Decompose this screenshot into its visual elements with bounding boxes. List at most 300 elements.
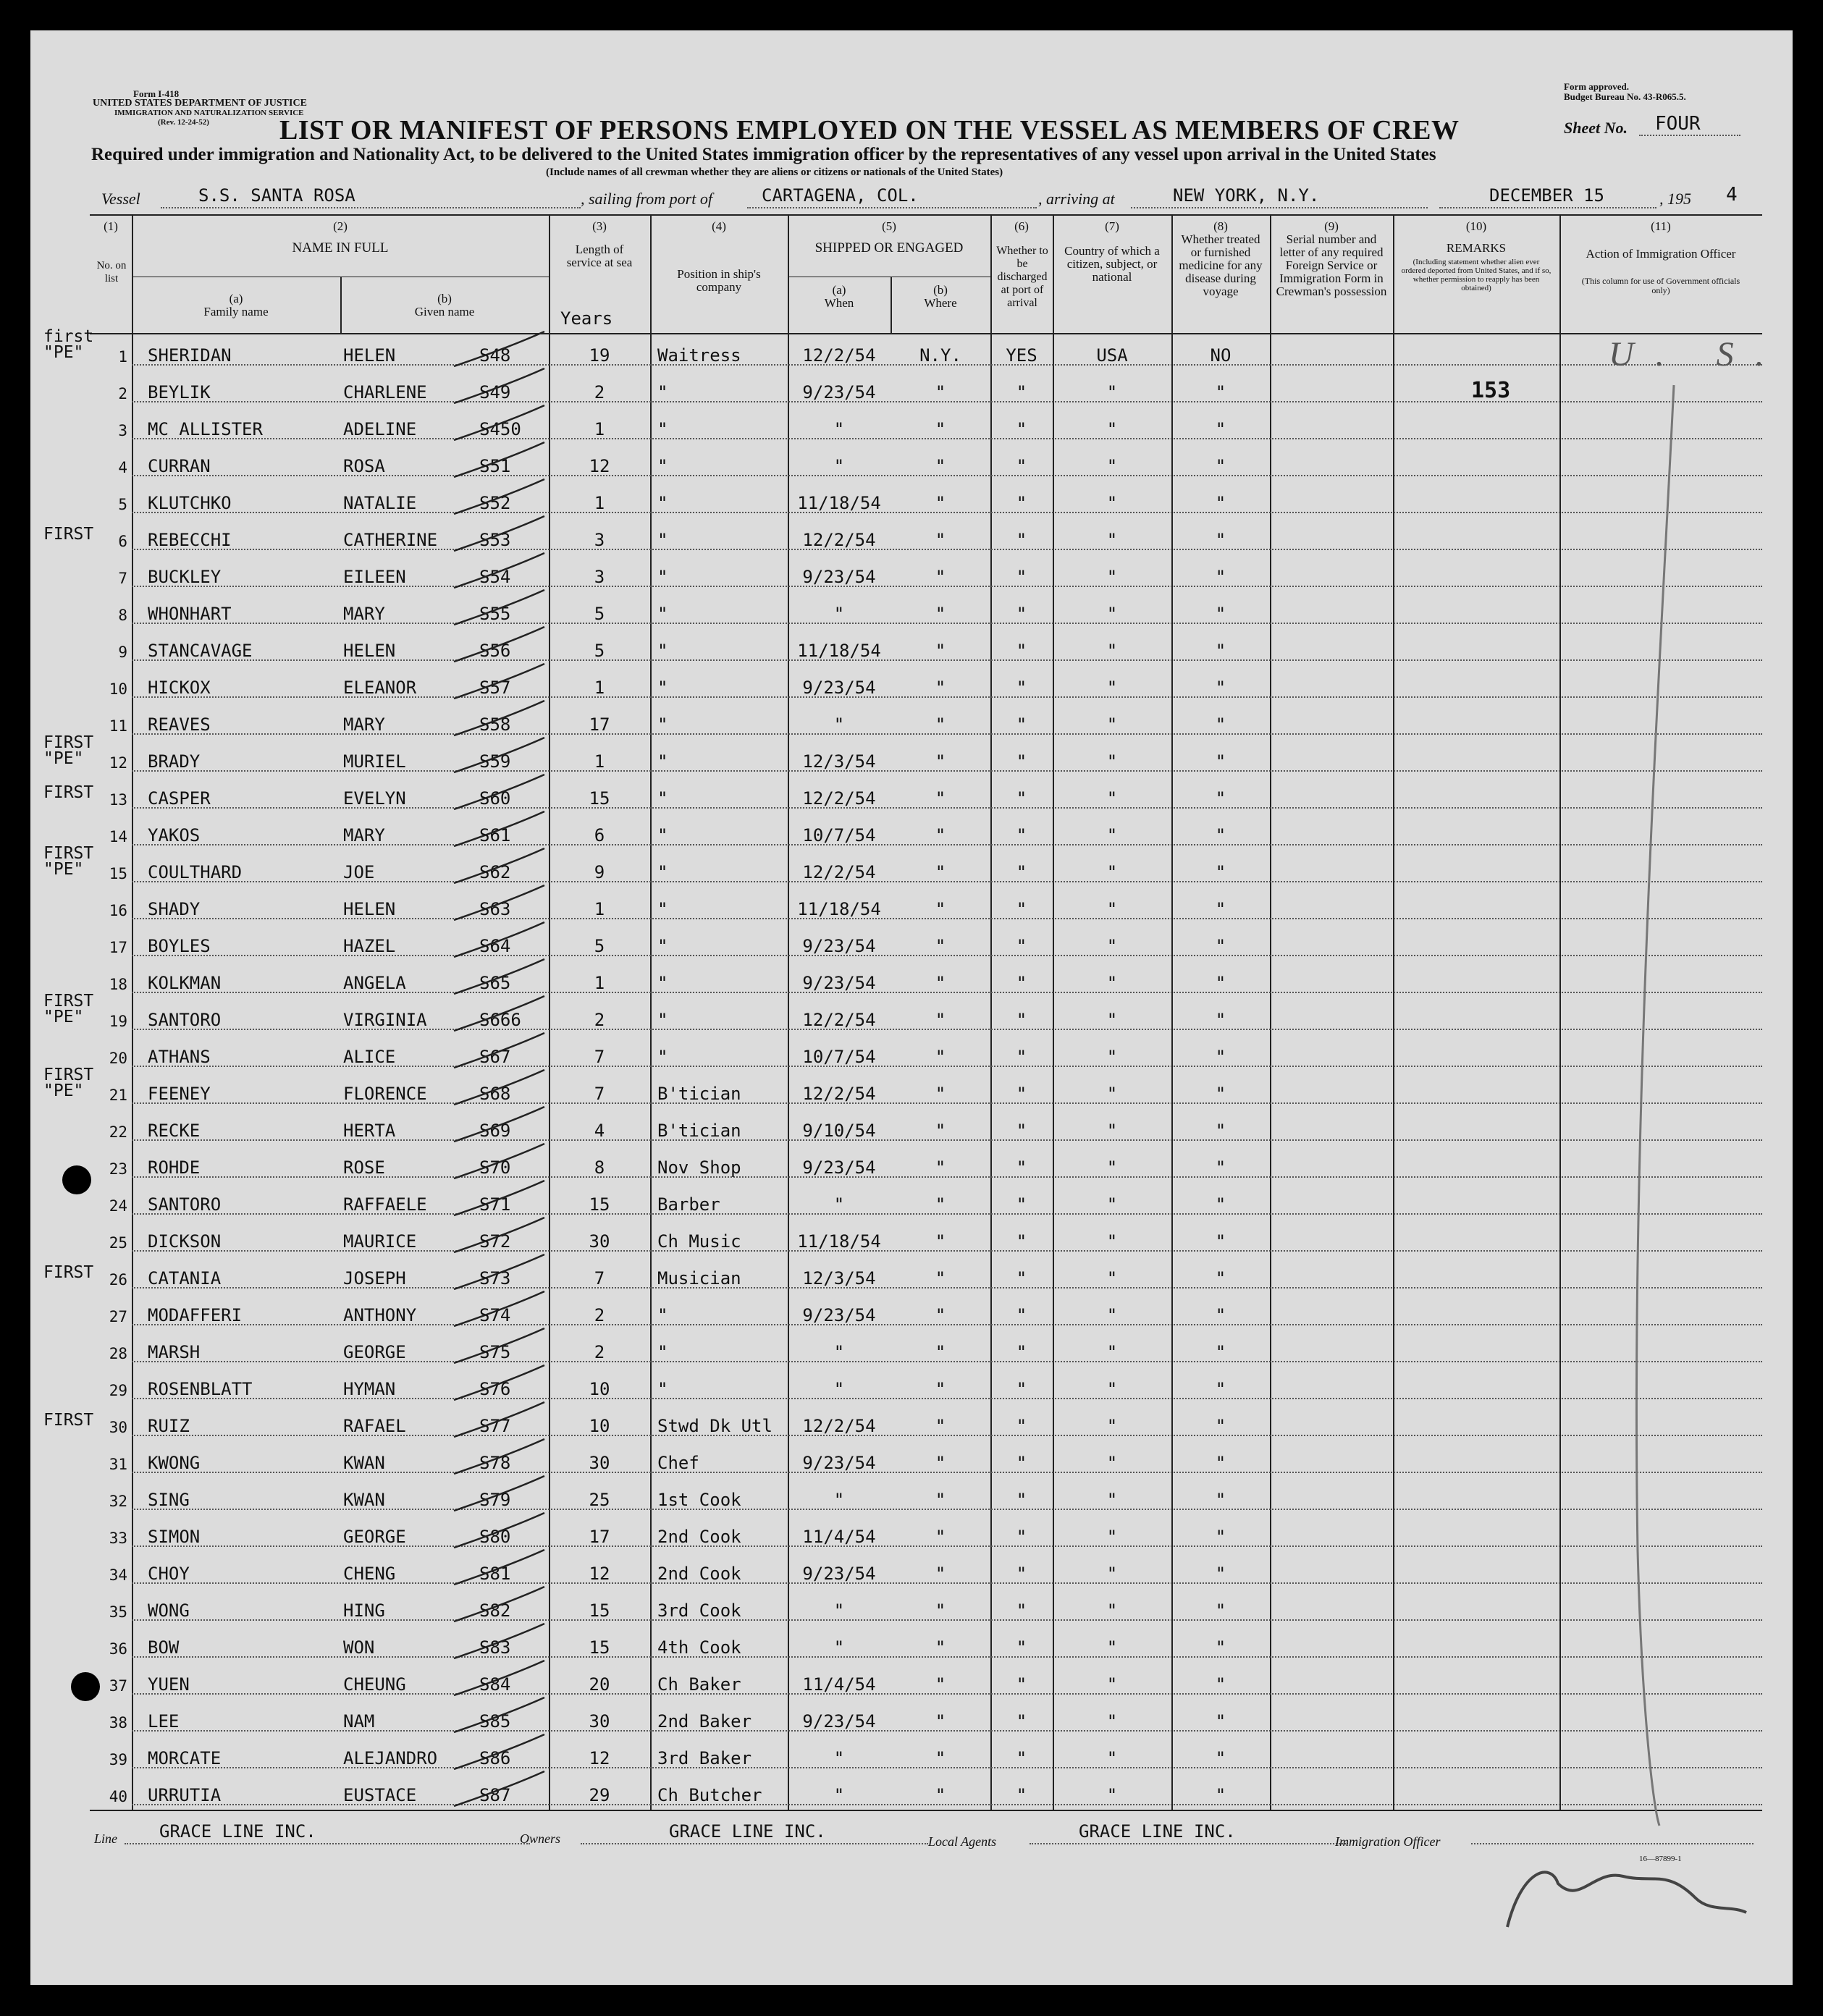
cell-given: RAFAEL bbox=[343, 1416, 406, 1436]
cell-position: " bbox=[657, 419, 668, 439]
row-number: 6 bbox=[118, 533, 127, 550]
cell-family: MARSH bbox=[148, 1342, 201, 1362]
cell-country: " bbox=[1106, 419, 1118, 439]
cell-code: S48 bbox=[479, 345, 511, 366]
cell-family: SIMON bbox=[148, 1527, 201, 1547]
row-margin-note: FIRST bbox=[43, 1411, 94, 1430]
cell-family: WONG bbox=[148, 1600, 190, 1621]
stamp-number: 153 bbox=[1471, 378, 1511, 403]
cell-where: " bbox=[935, 641, 946, 661]
cell-disch: " bbox=[1016, 530, 1027, 550]
cell-position: Chef bbox=[657, 1453, 699, 1473]
sheet-label: Sheet No. bbox=[1564, 119, 1628, 137]
cell-disch: " bbox=[1016, 1047, 1027, 1067]
cell-given: ELEANOR bbox=[343, 678, 417, 698]
cell-position: " bbox=[657, 1305, 668, 1325]
cell-code: S87 bbox=[479, 1785, 511, 1805]
cell-years: 2 bbox=[594, 1010, 605, 1030]
arriving-port: NEW YORK, N.Y. bbox=[1173, 185, 1320, 206]
cell-code: S67 bbox=[479, 1047, 511, 1067]
cell-country: " bbox=[1106, 714, 1118, 735]
cell-years: 30 bbox=[589, 1711, 610, 1732]
cell-when: 9/23/54 bbox=[802, 936, 876, 956]
cell-position: " bbox=[657, 973, 668, 993]
cell-position: 1st Cook bbox=[657, 1490, 741, 1510]
cell-family: KOLKMAN bbox=[148, 973, 222, 993]
cell-med: " bbox=[1215, 604, 1226, 624]
col4-number: (4) bbox=[712, 219, 726, 233]
cell-when: " bbox=[833, 1785, 845, 1805]
row-number: 14 bbox=[109, 828, 127, 845]
cell-code: S666 bbox=[479, 1010, 521, 1030]
col5-header: SHIPPED OR ENGAGED bbox=[814, 240, 964, 256]
cell-code: S53 bbox=[479, 530, 511, 550]
cell-code: S81 bbox=[479, 1564, 511, 1584]
cell-position: " bbox=[657, 456, 668, 476]
cell-when: " bbox=[833, 1490, 845, 1510]
cell-disch: " bbox=[1016, 1785, 1027, 1805]
cell-code: S77 bbox=[479, 1416, 511, 1436]
cell-given: HELEN bbox=[343, 345, 396, 366]
cell-family: BEYLIK bbox=[148, 382, 211, 402]
cell-years: 1 bbox=[594, 678, 605, 698]
row-margin-note: first "PE" bbox=[43, 327, 94, 362]
cell-when: 12/3/54 bbox=[802, 1268, 876, 1289]
cell-years: 5 bbox=[594, 604, 605, 624]
cell-disch: " bbox=[1016, 825, 1027, 845]
cell-position: 2nd Cook bbox=[657, 1527, 741, 1547]
cell-med: " bbox=[1215, 1047, 1226, 1067]
cell-country: " bbox=[1106, 1194, 1118, 1215]
cell-med: " bbox=[1215, 1637, 1226, 1658]
col2-header: NAME IN FULL bbox=[292, 240, 389, 256]
cell-disch: " bbox=[1016, 714, 1027, 735]
row-number: 33 bbox=[109, 1530, 127, 1547]
cell-years: 12 bbox=[589, 1748, 610, 1768]
cell-where: " bbox=[935, 1674, 946, 1695]
cell-given: HELEN bbox=[343, 899, 396, 919]
cell-where: " bbox=[935, 604, 946, 624]
cell-med: " bbox=[1215, 1379, 1226, 1399]
cell-family: CURRAN bbox=[148, 456, 211, 476]
cell-family: MORCATE bbox=[148, 1748, 222, 1768]
cell-med: " bbox=[1215, 1010, 1226, 1030]
cell-where: " bbox=[935, 1527, 946, 1547]
cell-position: " bbox=[657, 825, 668, 845]
cell-position: " bbox=[657, 604, 668, 624]
cell-when: 11/4/54 bbox=[802, 1674, 876, 1695]
row-number: 35 bbox=[109, 1603, 127, 1621]
cell-when: 12/2/54 bbox=[802, 862, 876, 882]
cell-years: 17 bbox=[589, 1527, 610, 1547]
cell-family: KLUTCHKO bbox=[148, 493, 232, 513]
cell-code: S74 bbox=[479, 1305, 511, 1325]
cell-given: EILEEN bbox=[343, 567, 406, 587]
officer-label: Immigration Officer bbox=[1335, 1834, 1441, 1849]
cell-family: BOYLES bbox=[148, 936, 211, 956]
cell-given: EVELYN bbox=[343, 788, 406, 809]
cell-med: NO bbox=[1210, 345, 1232, 366]
cell-years: 5 bbox=[594, 641, 605, 661]
cell-med: " bbox=[1215, 1194, 1226, 1215]
year-prefix: , 195 bbox=[1659, 190, 1691, 208]
col10-note: (Including statement whether alien ever ordered deported from United States, and if so, whether permission to reapply has been obtained) bbox=[1401, 258, 1552, 292]
arrival-date: DECEMBER 15 bbox=[1489, 185, 1604, 206]
col11-header: Action of Immigration Officer bbox=[1586, 247, 1736, 261]
row-number: 4 bbox=[118, 459, 127, 476]
cell-given: NAM bbox=[343, 1711, 375, 1732]
punch-hole bbox=[62, 1165, 91, 1194]
cell-given: CHENG bbox=[343, 1564, 396, 1584]
cell-when: 9/23/54 bbox=[802, 1711, 876, 1732]
cell-med: " bbox=[1215, 751, 1226, 772]
cell-position: B'tician bbox=[657, 1121, 741, 1141]
form-approved: Form approved. bbox=[1564, 81, 1630, 92]
row-number: 19 bbox=[109, 1013, 127, 1030]
cell-where: " bbox=[935, 1785, 946, 1805]
cell-position: " bbox=[657, 567, 668, 587]
manifest-sheet bbox=[30, 30, 1793, 1985]
row-number: 11 bbox=[109, 717, 127, 735]
cell-disch: " bbox=[1016, 1711, 1027, 1732]
cell-when: 9/23/54 bbox=[802, 1305, 876, 1325]
cell-family: BRADY bbox=[148, 751, 201, 772]
cell-code: S85 bbox=[479, 1711, 511, 1732]
cell-when: " bbox=[833, 1194, 845, 1215]
form-subtitle: Required under immigration and Nationality Act, to be delivered to the United States immigration officer by the representatives of any vessel upon arrival in the United States bbox=[91, 145, 1436, 164]
col3-years: Years bbox=[560, 308, 613, 329]
cell-med: " bbox=[1215, 862, 1226, 882]
cell-where: " bbox=[935, 1564, 946, 1584]
cell-when: 9/23/54 bbox=[802, 1564, 876, 1584]
cell-country: " bbox=[1106, 1010, 1118, 1030]
col5a-header: (a) When bbox=[824, 283, 854, 310]
row-number: 25 bbox=[109, 1234, 127, 1252]
cell-med: " bbox=[1215, 1600, 1226, 1621]
cell-country: " bbox=[1106, 530, 1118, 550]
row-number: 24 bbox=[109, 1197, 127, 1215]
cell-position: " bbox=[657, 530, 668, 550]
cell-code: S71 bbox=[479, 1194, 511, 1215]
cell-position: " bbox=[657, 641, 668, 661]
cell-med: " bbox=[1215, 419, 1226, 439]
cell-country: " bbox=[1106, 1121, 1118, 1141]
cell-years: 2 bbox=[594, 1342, 605, 1362]
cell-position: Barber bbox=[657, 1194, 720, 1215]
cell-years: 10 bbox=[589, 1416, 610, 1436]
form-number: Form I-418 bbox=[133, 88, 180, 99]
cell-position: " bbox=[657, 714, 668, 735]
cell-position: Ch Butcher bbox=[657, 1785, 762, 1805]
cell-when: " bbox=[833, 1600, 845, 1621]
cell-code: S63 bbox=[479, 899, 511, 919]
cell-years: 17 bbox=[589, 714, 610, 735]
row-margin-note: FIRST bbox=[43, 1263, 94, 1282]
cell-disch: " bbox=[1016, 1305, 1027, 1325]
cell-med: " bbox=[1215, 1342, 1226, 1362]
col9-header: Serial number and letter of any required Foreign Service or Immigration Form in Crewman's possession bbox=[1276, 232, 1387, 298]
owners-label: Owners bbox=[520, 1831, 561, 1846]
cell-position: 3rd Baker bbox=[657, 1748, 752, 1768]
cell-given: CHARLENE bbox=[343, 382, 427, 402]
cell-given: GEORGE bbox=[343, 1342, 406, 1362]
col8-number: (8) bbox=[1213, 219, 1228, 233]
cell-given: MAURICE bbox=[343, 1231, 417, 1252]
cell-country: " bbox=[1106, 1268, 1118, 1289]
cell-given: HYMAN bbox=[343, 1379, 396, 1399]
cell-country: " bbox=[1106, 567, 1118, 587]
cell-position: " bbox=[657, 899, 668, 919]
cell-given: ALICE bbox=[343, 1047, 396, 1067]
cell-when: 9/23/54 bbox=[802, 973, 876, 993]
row-margin-note: FIRST bbox=[43, 783, 94, 802]
year-digit: 4 bbox=[1726, 184, 1738, 206]
form-revision: (Rev. 12-24-52) bbox=[158, 118, 209, 127]
cell-med: " bbox=[1215, 456, 1226, 476]
row-number: 31 bbox=[109, 1456, 127, 1473]
cell-code: S65 bbox=[479, 973, 511, 993]
cell-med: " bbox=[1215, 1564, 1226, 1584]
row-number: 34 bbox=[109, 1566, 127, 1584]
cell-years: 10 bbox=[589, 1379, 610, 1399]
cell-disch: " bbox=[1016, 936, 1027, 956]
cell-family: SHADY bbox=[148, 899, 201, 919]
row-number: 1 bbox=[118, 348, 127, 366]
cell-med: " bbox=[1215, 678, 1226, 698]
cell-country: " bbox=[1106, 1490, 1118, 1510]
row-margin-note: FIRST bbox=[43, 525, 94, 544]
cell-years: 2 bbox=[594, 382, 605, 402]
cell-med: " bbox=[1215, 1785, 1226, 1805]
cell-years: 9 bbox=[594, 862, 605, 882]
cell-years: 1 bbox=[594, 899, 605, 919]
cell-disch: " bbox=[1016, 567, 1027, 587]
cell-code: S51 bbox=[479, 456, 511, 476]
cell-when: 12/2/54 bbox=[802, 530, 876, 550]
cell-when: 11/18/54 bbox=[797, 493, 881, 513]
cell-when: 11/4/54 bbox=[802, 1527, 876, 1547]
cell-code: S55 bbox=[479, 604, 511, 624]
cell-country: " bbox=[1106, 641, 1118, 661]
cell-years: 15 bbox=[589, 1600, 610, 1621]
cell-country: " bbox=[1106, 678, 1118, 698]
cell-where: " bbox=[935, 714, 946, 735]
cell-where: " bbox=[935, 1600, 946, 1621]
cell-when: 12/2/54 bbox=[802, 345, 876, 366]
cell-disch: " bbox=[1016, 1600, 1027, 1621]
col9-number: (9) bbox=[1324, 219, 1339, 233]
cell-family: SING bbox=[148, 1490, 190, 1510]
cell-med: " bbox=[1215, 1084, 1226, 1104]
punch-hole bbox=[71, 1672, 100, 1701]
cell-med: " bbox=[1215, 1231, 1226, 1252]
cell-position: " bbox=[657, 1379, 668, 1399]
col5b-header: (b) Where bbox=[924, 283, 957, 310]
cell-country: " bbox=[1106, 825, 1118, 845]
cell-disch: " bbox=[1016, 1121, 1027, 1141]
row-number: 13 bbox=[109, 791, 127, 809]
cell-given: ROSA bbox=[343, 456, 385, 476]
cell-given: ANTHONY bbox=[343, 1305, 417, 1325]
cell-med: " bbox=[1215, 936, 1226, 956]
cell-given: WON bbox=[343, 1637, 375, 1658]
cell-when: " bbox=[833, 1748, 845, 1768]
cell-family: REBECCHI bbox=[148, 530, 232, 550]
cell-country: " bbox=[1106, 493, 1118, 513]
cell-disch: " bbox=[1016, 1453, 1027, 1473]
row-number: 15 bbox=[109, 865, 127, 882]
cell-family: KWONG bbox=[148, 1453, 201, 1473]
cell-family: STANCAVAGE bbox=[148, 641, 253, 661]
cell-code: S76 bbox=[479, 1379, 511, 1399]
col1-number: (1) bbox=[104, 219, 118, 233]
row-number: 17 bbox=[109, 939, 127, 956]
cell-med: " bbox=[1215, 382, 1226, 402]
cell-country: " bbox=[1106, 1047, 1118, 1067]
cell-disch: " bbox=[1016, 1674, 1027, 1695]
cell-position: " bbox=[657, 788, 668, 809]
col7-number: (7) bbox=[1105, 219, 1119, 233]
cell-country: " bbox=[1106, 862, 1118, 882]
cell-med: " bbox=[1215, 788, 1226, 809]
cell-when: 9/23/54 bbox=[802, 382, 876, 402]
cell-med: " bbox=[1215, 567, 1226, 587]
cell-position: Ch Music bbox=[657, 1231, 741, 1252]
cell-where: " bbox=[935, 1121, 946, 1141]
cell-med: " bbox=[1215, 899, 1226, 919]
cell-where: " bbox=[935, 1010, 946, 1030]
cell-disch: " bbox=[1016, 493, 1027, 513]
cell-position: " bbox=[657, 678, 668, 698]
cell-disch: " bbox=[1016, 973, 1027, 993]
cell-position: " bbox=[657, 1342, 668, 1362]
cell-where: " bbox=[935, 1342, 946, 1362]
cell-where: " bbox=[935, 493, 946, 513]
row-number: 12 bbox=[109, 754, 127, 772]
cell-position: " bbox=[657, 862, 668, 882]
cell-position: " bbox=[657, 1047, 668, 1067]
cell-position: " bbox=[657, 1010, 668, 1030]
footer-code: 16—87899-1 bbox=[1639, 1855, 1682, 1863]
col3-header: Length of service at sea bbox=[566, 242, 633, 269]
cell-given: MURIEL bbox=[343, 751, 406, 772]
cell-disch: " bbox=[1016, 1379, 1027, 1399]
cell-where: " bbox=[935, 936, 946, 956]
cell-when: 9/10/54 bbox=[802, 1121, 876, 1141]
row-number: 16 bbox=[109, 902, 127, 919]
cell-when: 12/2/54 bbox=[802, 1416, 876, 1436]
cell-family: URRUTIA bbox=[148, 1785, 222, 1805]
cell-position: " bbox=[657, 751, 668, 772]
cell-code: S75 bbox=[479, 1342, 511, 1362]
service-name: IMMIGRATION AND NATURALIZATION SERVICE bbox=[114, 109, 304, 117]
cell-med: " bbox=[1215, 1305, 1226, 1325]
cell-country: " bbox=[1106, 1453, 1118, 1473]
cell-where: " bbox=[935, 1305, 946, 1325]
vessel-label: Vessel bbox=[101, 190, 140, 208]
cell-code: S83 bbox=[479, 1637, 511, 1658]
row-margin-note: FIRST "PE" bbox=[43, 844, 94, 879]
cell-disch: " bbox=[1016, 788, 1027, 809]
cell-family: BUCKLEY bbox=[148, 567, 222, 587]
cell-code: S56 bbox=[479, 641, 511, 661]
cell-years: 15 bbox=[589, 1194, 610, 1215]
cell-where: " bbox=[935, 530, 946, 550]
cell-family: CATANIA bbox=[148, 1268, 222, 1289]
cell-code: S52 bbox=[479, 493, 511, 513]
cell-disch: " bbox=[1016, 751, 1027, 772]
cell-disch: " bbox=[1016, 1268, 1027, 1289]
cell-family: ROHDE bbox=[148, 1157, 201, 1178]
line-name: GRACE LINE INC. bbox=[159, 1821, 316, 1842]
cell-country: " bbox=[1106, 1379, 1118, 1399]
cell-med: " bbox=[1215, 1711, 1226, 1732]
col5-number: (5) bbox=[882, 219, 896, 233]
us-pencil-mark: U. S. bbox=[1609, 335, 1786, 374]
cell-country: " bbox=[1106, 1711, 1118, 1732]
cell-disch: " bbox=[1016, 419, 1027, 439]
cell-position: 2nd Cook bbox=[657, 1564, 741, 1584]
cell-when: 9/23/54 bbox=[802, 678, 876, 698]
cell-when: " bbox=[833, 456, 845, 476]
cell-code: S68 bbox=[479, 1084, 511, 1104]
cell-country: " bbox=[1106, 1748, 1118, 1768]
row-number: 22 bbox=[109, 1123, 127, 1141]
pencil-strokes bbox=[30, 30, 1793, 1985]
cell-given: KWAN bbox=[343, 1453, 385, 1473]
cell-when: 9/23/54 bbox=[802, 567, 876, 587]
cell-code: S60 bbox=[479, 788, 511, 809]
cell-where: " bbox=[935, 899, 946, 919]
cell-family: RUIZ bbox=[148, 1416, 190, 1436]
cell-when: " bbox=[833, 604, 845, 624]
cell-where: " bbox=[935, 825, 946, 845]
cell-family: REAVES bbox=[148, 714, 211, 735]
cell-family: FEENEY bbox=[148, 1084, 211, 1104]
cell-med: " bbox=[1215, 1416, 1226, 1436]
cell-years: 5 bbox=[594, 936, 605, 956]
cell-when: " bbox=[833, 1379, 845, 1399]
cell-country: " bbox=[1106, 936, 1118, 956]
cell-disch: " bbox=[1016, 862, 1027, 882]
cell-years: 6 bbox=[594, 825, 605, 845]
cell-code: S54 bbox=[479, 567, 511, 587]
row-margin-note: FIRST "PE" bbox=[43, 733, 94, 768]
cell-code: S61 bbox=[479, 825, 511, 845]
cell-med: " bbox=[1215, 1453, 1226, 1473]
cell-family: DICKSON bbox=[148, 1231, 222, 1252]
cell-position: Waitress bbox=[657, 345, 741, 366]
cell-where: " bbox=[935, 1157, 946, 1178]
cell-position: 2nd Baker bbox=[657, 1711, 752, 1732]
cell-family: CHOY bbox=[148, 1564, 190, 1584]
col11-number: (11) bbox=[1651, 219, 1671, 233]
col6-header: Whether to be discharged at port of arrival bbox=[996, 245, 1048, 309]
col10-header: REMARKS bbox=[1446, 241, 1507, 255]
cell-disch: " bbox=[1016, 1231, 1027, 1252]
row-number: 28 bbox=[109, 1345, 127, 1362]
row-number: 29 bbox=[109, 1382, 127, 1399]
cell-given: GEORGE bbox=[343, 1527, 406, 1547]
cell-country: " bbox=[1106, 1416, 1118, 1436]
cell-med: " bbox=[1215, 973, 1226, 993]
cell-country: " bbox=[1106, 1342, 1118, 1362]
cell-years: 7 bbox=[594, 1047, 605, 1067]
cell-code: S72 bbox=[479, 1231, 511, 1252]
cell-family: YUEN bbox=[148, 1674, 190, 1695]
form-note: (Include names of all crewman whether they are aliens or citizens or nationals of the United States) bbox=[546, 166, 1003, 178]
cell-given: EUSTACE bbox=[343, 1785, 417, 1805]
